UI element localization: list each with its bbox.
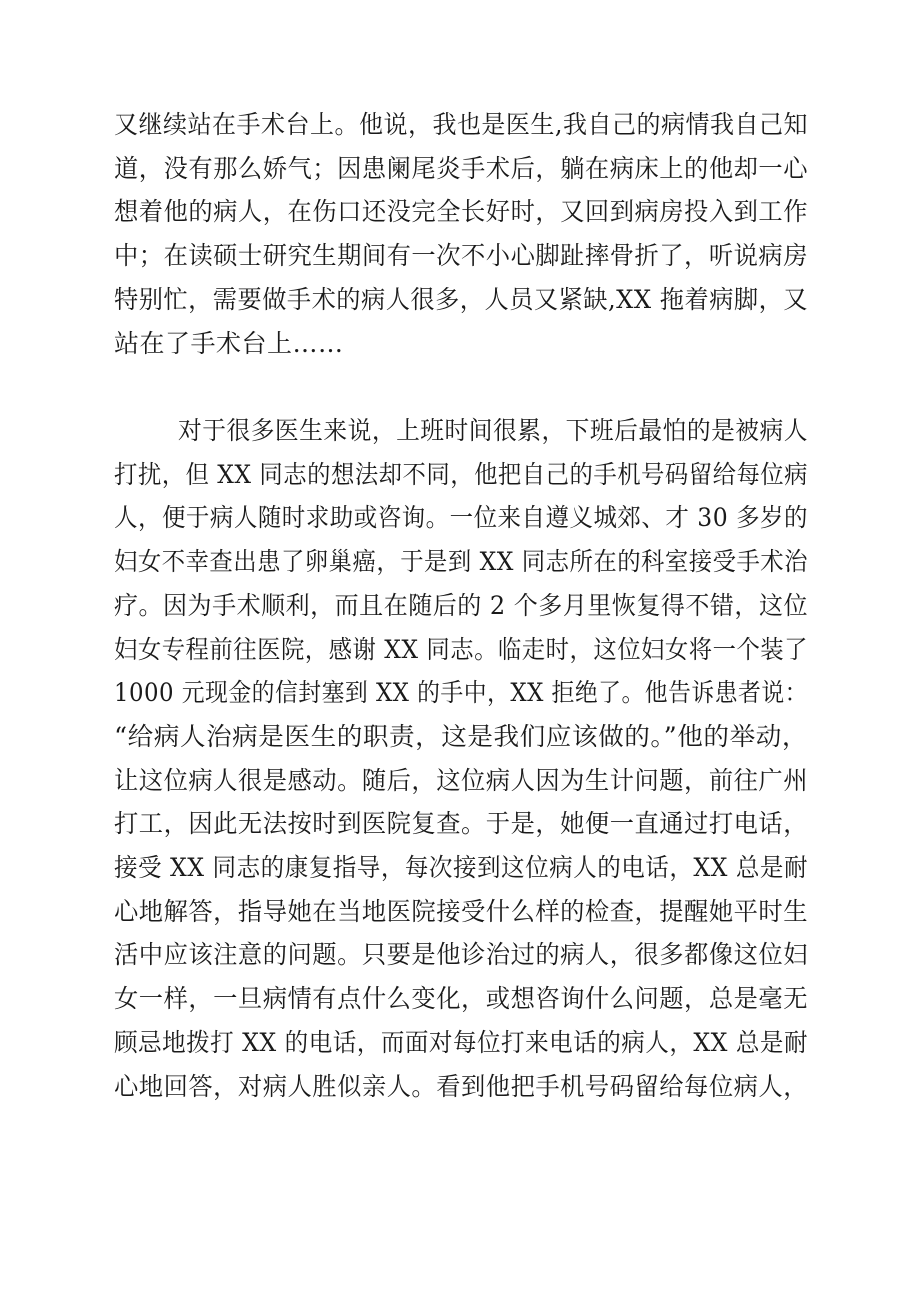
text-line: “给病人治病是医生的职责，这是我们应该做的。”他的举动，: [114, 721, 808, 751]
text-line: 疗。因为手术顺利，而且在随后的 2 个多月里恢复得不错，这位: [114, 590, 808, 620]
text-line: 让这位病人很是感动。随后，这位病人因为生计问题，前往广州: [114, 765, 808, 795]
text-line: 妇女不幸查出患了卵巢癌，于是到 XX 同志所在的科室接受手术治: [114, 547, 808, 577]
text-line: 站在了手术台上……: [114, 328, 344, 358]
text-line: 想着他的病人，在伤口还没完全长好时，又回到病房投入到工作: [114, 197, 808, 227]
text-line: 心地回答，对病人胜似亲人。看到他把手机号码留给每位病人，: [114, 1071, 808, 1101]
text-line: 心地解答，指导她在当地医院接受什么样的检查，提醒她平时生: [114, 896, 808, 926]
text-line: 顾忌地拨打 XX 的电话，而面对每位打来电话的病人，XX 总是耐: [114, 1027, 808, 1057]
text-line: 女一样，一旦病情有点什么变化，或想咨询什么问题，总是毫无: [114, 984, 808, 1014]
text-line: 1000 元现金的信封塞到 XX 的手中，XX 拒绝了。他告诉患者说：: [114, 678, 808, 708]
text-line: 活中应该注意的问题。只要是他诊治过的病人，很多都像这位妇: [114, 940, 808, 970]
text-line: 打扰，但 XX 同志的想法却不同，他把自己的手机号码留给每位病: [114, 459, 808, 489]
text-line-first: 对于很多医生来说，上班时间很累，下班后最怕的是被病人: [178, 416, 808, 445]
text-line: 打工，因此无法按时到医院复查。于是，她便一直通过打电话，: [114, 809, 808, 839]
text-line: 特别忙，需要做手术的病人很多，人员又紧缺,XX 拖着病脚，又: [114, 284, 808, 314]
text-line: 道，没有那么娇气；因患阑尾炎手术后，躺在病床上的他却一心: [114, 153, 808, 183]
text-line: 中；在读硕士研究生期间有一次不小心脚趾摔骨折了，听说病房: [114, 241, 808, 271]
text-line: 妇女专程前往医院，感谢 XX 同志。临走时，这位妇女将一个装了: [114, 634, 808, 664]
text-line: 又继续站在手术台上。他说，我也是医生,我自己的病情我自己知: [114, 110, 808, 139]
text-line: 人，便于病人随时求助或咨询。一位来自遵义城郊、才 30 多岁的: [114, 503, 808, 533]
text-line: 接受 XX 同志的康复指导，每次接到这位病人的电话，XX 总是耐: [114, 853, 808, 882]
